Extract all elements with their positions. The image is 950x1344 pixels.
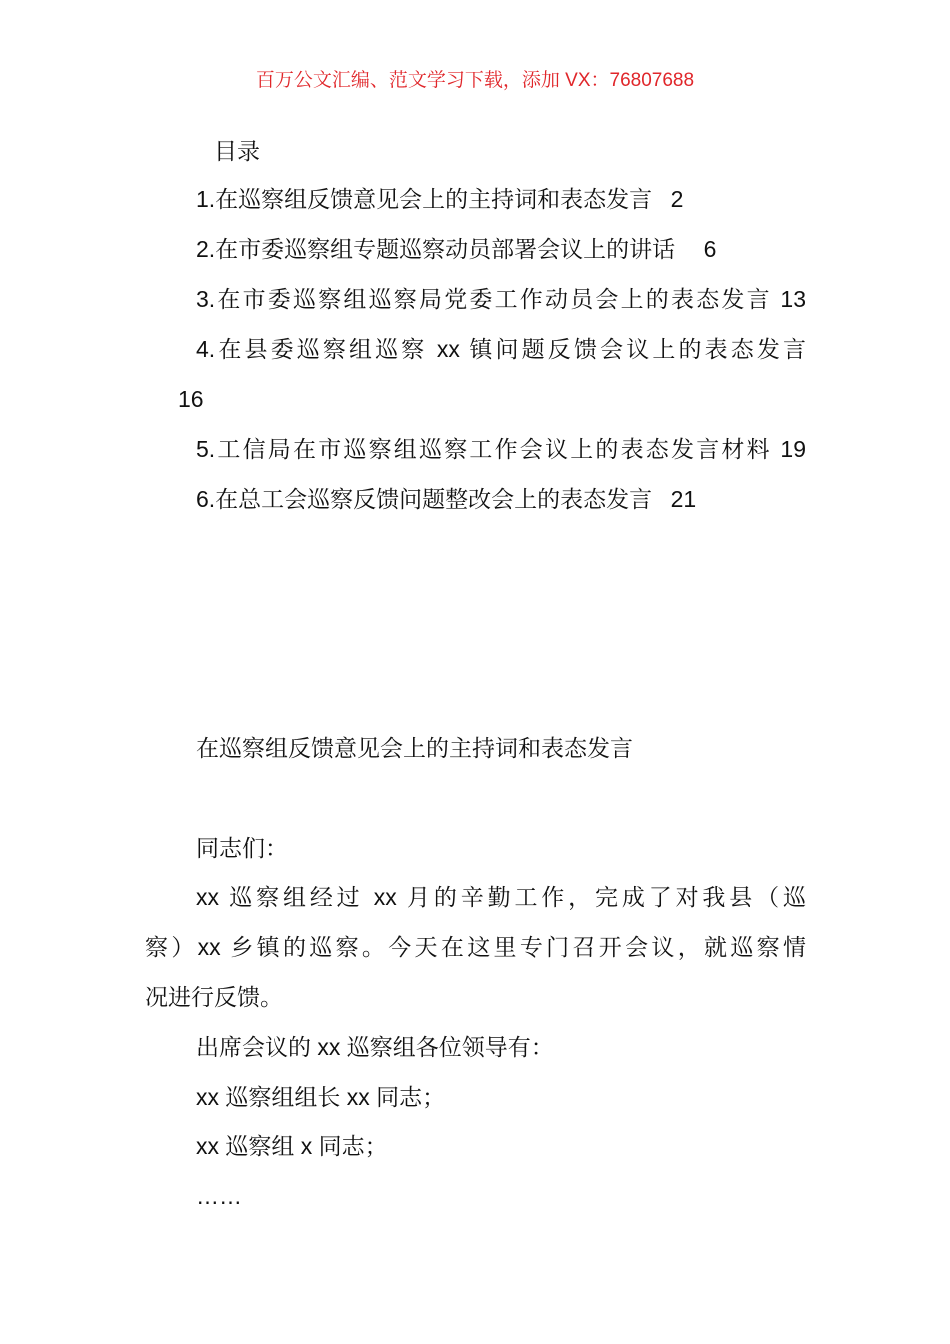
toc-item[interactable] [196,234,716,264]
toc-item-text: 6.在总工会巡察反馈问题整改会上的表态发言 [196,486,653,512]
toc-item-page: 21 [670,486,697,512]
toc-title: 目录 [214,138,260,164]
toc-item[interactable] [196,334,806,364]
toc-item-text: 3.在市委巡察组巡察局党委工作动员会上的表态发言 [196,286,772,312]
attendees-intro: 出席会议的 xx 巡察组各位领导有： [196,1034,554,1060]
toc-item[interactable] [196,484,696,514]
paragraph-line: 察）xx 乡镇的巡察。今天在这里专门召开会议，就巡察情 [145,934,806,960]
toc-item-page[interactable]: 16 [178,386,204,412]
attendee-line: xx 巡察组组长 xx 同志； [196,1084,446,1110]
toc-item-text: 5.工信局在市巡察组巡察工作会议上的表态发言材料 [196,436,772,462]
toc-item-page: 19 [780,436,806,462]
toc-item[interactable] [196,184,683,214]
toc-item[interactable] [196,284,806,314]
toc-item-page: 13 [780,286,806,312]
toc-item-page: 2 [670,186,684,212]
toc-item[interactable] [196,434,806,464]
article-title: 在巡察组反馈意见会上的主持词和表态发言 [196,735,633,761]
toc-item-page: 6 [703,236,717,262]
header-banner: 百万公文汇编、范文学习下载，添加 VX：76807688 [255,70,695,91]
paragraph-line: 况进行反馈。 [145,984,283,1010]
paragraph-line: xx 巡察组经过 xx 月的辛勤工作，完成了对我县（巡 [196,884,806,910]
toc-item-text: 2.在市委巡察组专题巡察动员部署会议上的讲话 [196,236,676,262]
ellipsis: …… [196,1183,242,1209]
toc-item-text: 4.在县委巡察组巡察 xx 镇问题反馈会议上的表态发言 [196,336,806,362]
toc-item-text: 1.在巡察组反馈意见会上的主持词和表态发言 [196,186,653,212]
attendee-line: xx 巡察组 x 同志； [196,1133,388,1159]
salutation: 同志们： [196,835,288,861]
